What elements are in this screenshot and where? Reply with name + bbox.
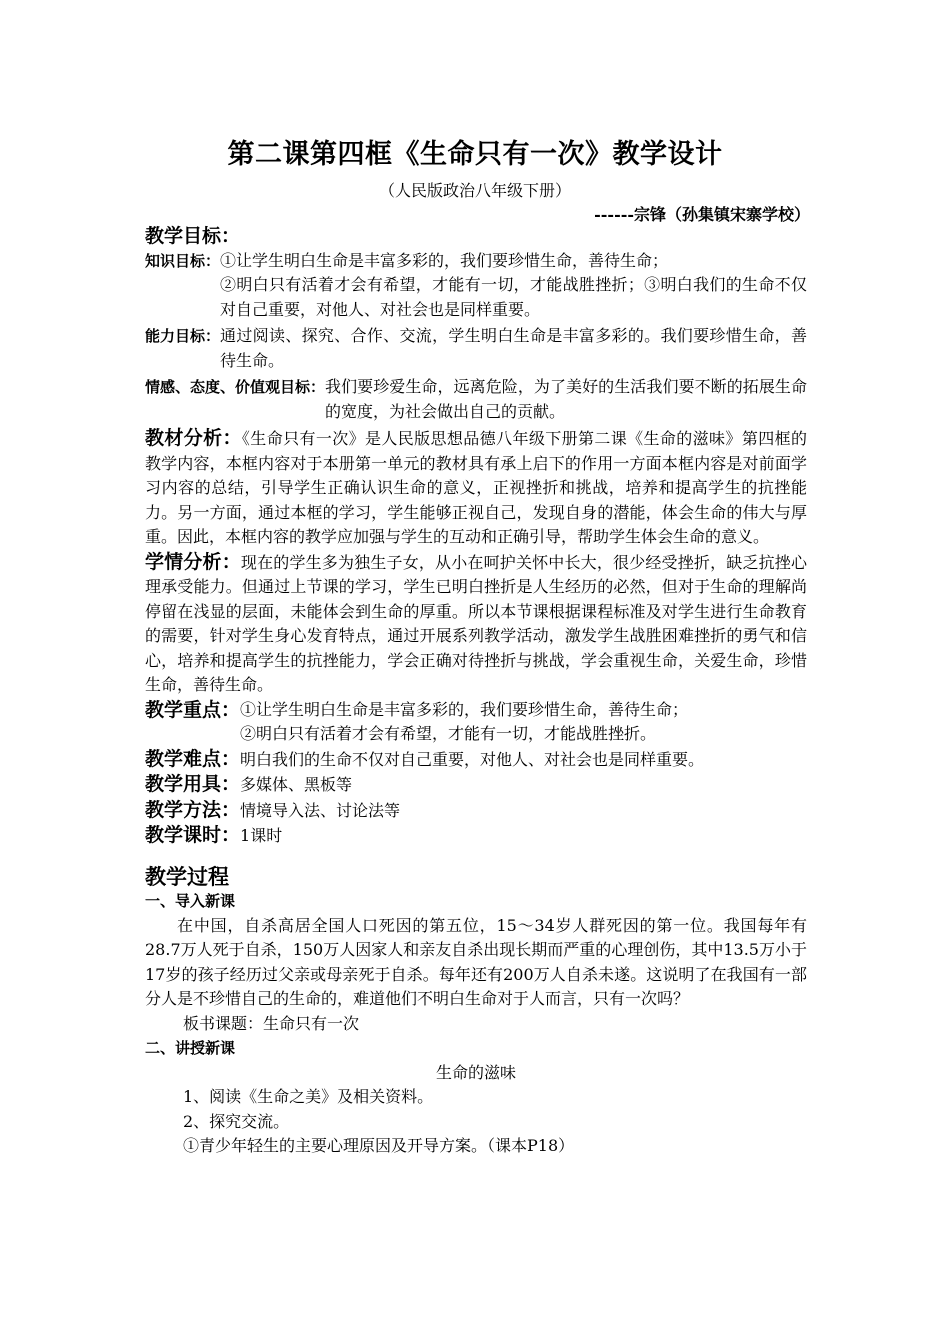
methods-text: 情境导入法、讨论法等 — [240, 800, 401, 820]
material-analysis — [145, 426, 807, 550]
knowledge-item-1: ①让学生明白生命是丰富多彩的，我们要珍惜生命，善待生命； — [220, 250, 669, 270]
student-analysis — [145, 550, 807, 698]
section-2-heading: 二、讲授新课 — [145, 1039, 236, 1057]
material-heading: 教材分析： — [145, 427, 242, 449]
emotion-text: 我们要珍爱生命，远离危险，为了美好的生活我们要不断的拓展生命的宽度，为社会做出自己的贡献。 — [325, 377, 807, 421]
key-point-1: ①让学生明白生命是丰富多彩的，我们要珍惜生命，善待生命； — [240, 699, 689, 719]
process-heading: 教学过程 — [145, 864, 229, 889]
tools-text: 多媒体、黑板等 — [240, 775, 353, 794]
section-2-center-title: 生命的滋味 — [435, 1062, 516, 1082]
knowledge-objective — [145, 249, 807, 323]
key-points-heading: 教学重点： — [145, 698, 241, 721]
knowledge-label: 知识目标： — [145, 251, 221, 270]
section-1-text: 在中国，自杀高居全国人口死因的第五位，15～34岁人群死因的第一位。我国每年有28.7万人死于自杀，150万人因家人和亲友自杀出现长期而严重的心理创伤，其中13.5万小于17岁的孩子经历过父亲或母亲死于自杀。每年还有200万人自杀未遂。这说明了在我国有一部分人是不珍惜自己的生命的，难道他们不明白生命对于人而言，只有一次吗？ — [145, 915, 807, 1008]
section-1-heading: 一、导入新课 — [145, 892, 236, 910]
tools-heading: 教学用具： — [145, 773, 241, 795]
section-2-item-3: ①青少年轻生的主要心理原因及开导方案。（课本P18） — [183, 1136, 575, 1155]
board-title: 板书课题：生命只有一次 — [183, 1013, 360, 1033]
section-2-item-2: 2、探究交流。 — [183, 1111, 290, 1131]
hours — [145, 823, 807, 849]
document-title: 第二课第四框《生命只有一次》教学设计 — [227, 139, 723, 170]
emotion-objective — [145, 375, 807, 424]
methods — [145, 798, 807, 824]
difficulty-heading: 教学难点： — [145, 747, 241, 770]
difficulty — [145, 747, 807, 773]
document-subtitle: （人民版政治八年级下册） — [378, 181, 571, 200]
hours-heading: 教学课时： — [145, 824, 241, 846]
key-points — [145, 698, 807, 747]
ability-objective — [145, 324, 807, 373]
students-text: 现在的学生多为独生子女，从小在呵护关怀中长大，很少经受挫折，缺乏抗挫心理承受能力。但通过上节课的学习，学生已明白挫折是人生经历的必然，但对于生命的理解尚停留在浅显的层面，未能体会到生命的厚重。所以本节课根据课程标准及对学生进行生命教育的需要，针对学生身心发育特点，通过开展系列教学活动，激发学生战胜困难挫折的勇气和信心，培养和提高学生的抗挫能力，学会正确对待挫折与挑战，学会重视生命，关爱生命，珍惜生命，善待生命。 — [145, 552, 807, 694]
material-text: 《生命只有一次》是人民版思想品德八年级下册第二课《生命的滋味》第四框的教学内容，本框内容对于本册第一单元的教材具有承上启下的作用一方面本框内容是对前面学习内容的总结，引导学生正确认识生命的意义，正视挫折和挑战，培养和提高学生的抗挫能力。另一方面，通过本框的学习，学生能够正视自己，发现自身的潜能，体会生命的伟大与厚重。因此，本框内容的教学应加强与学生的互动和正确引导，帮助学生体会生命的意义。 — [145, 429, 807, 546]
methods-heading: 教学方法： — [145, 798, 241, 821]
tools — [145, 772, 807, 798]
document-author: ------宗锋（孙集镇宋寨学校） — [594, 205, 810, 224]
knowledge-item-2: ②明白只有活着才会有希望，才能有一切，才能战胜挫折；③明白我们的生命不仅对自己重要，对他人、对社会也是同样重要。 — [220, 275, 807, 319]
students-heading: 学情分析： — [145, 550, 241, 573]
hours-text: 1课时 — [240, 826, 283, 845]
emotion-label: 情感、态度、价值观目标： — [145, 378, 326, 396]
objectives-heading: 教学目标： — [145, 225, 241, 247]
document-body — [145, 224, 807, 1159]
key-point-2: ②明白只有活着才会有希望，才能有一切，才能战胜挫折。 — [240, 724, 657, 743]
ability-label: 能力目标： — [145, 327, 221, 345]
ability-text: 通过阅读、探究、合作、交流，学生明白生命是丰富多彩的。我们要珍惜生命，善待生命。 — [220, 326, 807, 370]
section-2-item-1: 1、阅读《生命之美》及相关资料。 — [183, 1087, 434, 1106]
difficulty-text: 明白我们的生命不仅对自己重要，对他人、对社会也是同样重要。 — [240, 749, 705, 769]
